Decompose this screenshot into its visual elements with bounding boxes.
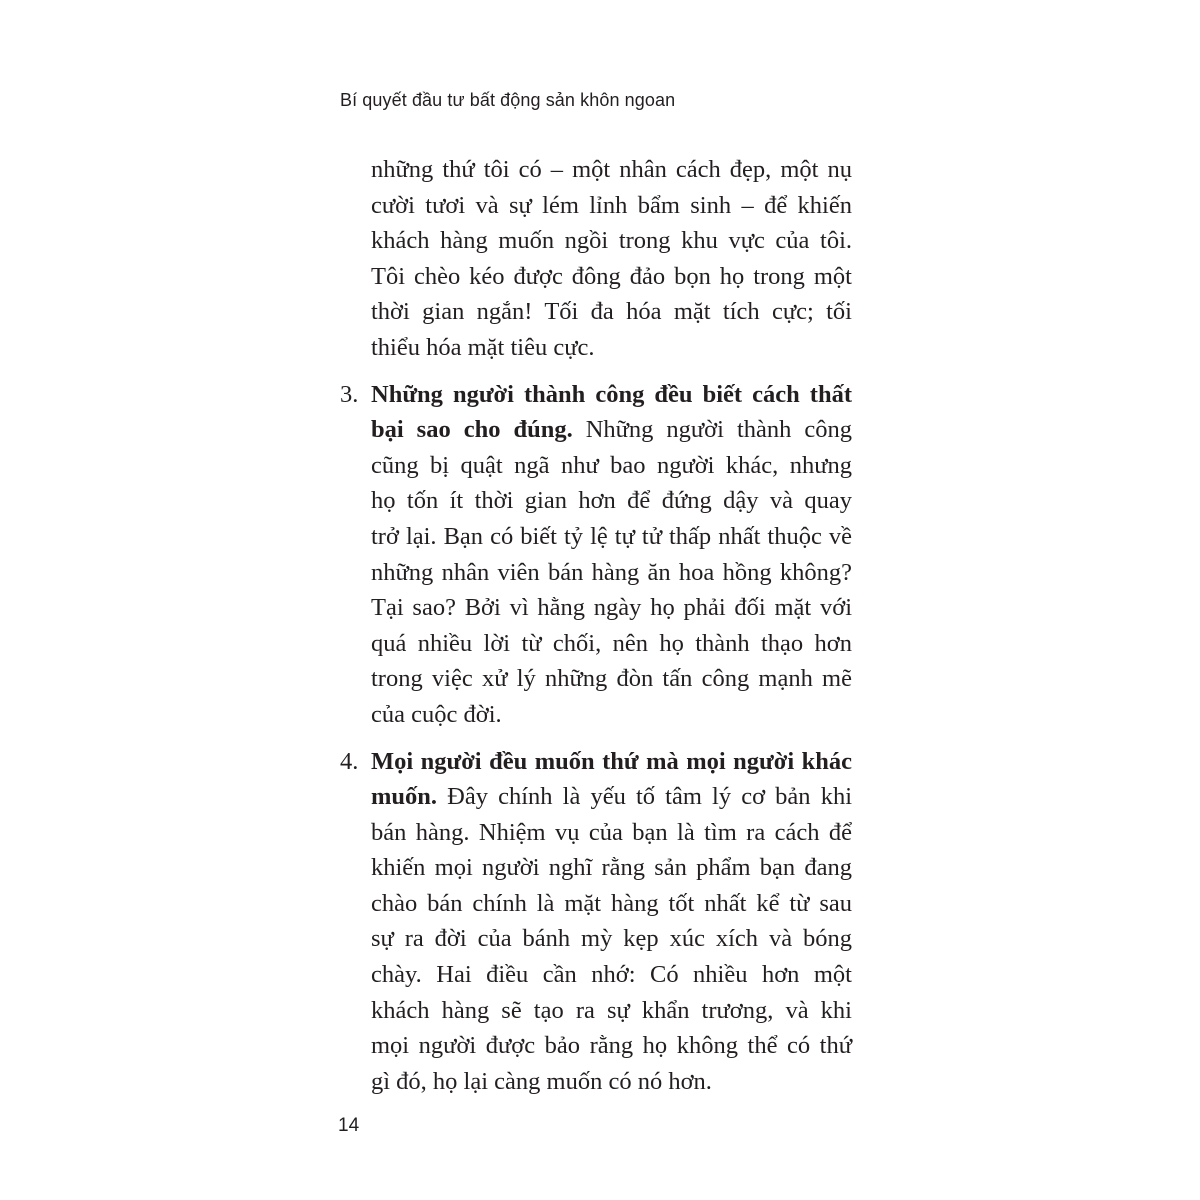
continued-paragraph (371, 152, 852, 366)
page-body (340, 152, 852, 1099)
text-line: thời gian ngắn! Tối đa hóa mặt tích cực; tối (371, 298, 852, 326)
text-line: khách hàng muốn ngồi trong khu vực của tôi. (371, 227, 852, 255)
body-text: của cuộc đời. (371, 700, 502, 728)
text-line (371, 555, 852, 591)
body-text: cũng bị quật ngã như bao người khác, nhưng (371, 451, 852, 479)
list-item-text (371, 744, 852, 1100)
text-line (371, 886, 852, 922)
text-line (371, 993, 852, 1029)
body-text: khách hàng sẽ tạo ra sự khẩn trương, và khi (371, 996, 852, 1024)
body-text: Những người thành công (572, 416, 852, 444)
text-line: thiểu hóa mặt tiêu cực. (371, 333, 595, 361)
text-line (371, 850, 852, 886)
body-text: gì đó, họ lại càng muốn có nó hơn. (371, 1067, 712, 1095)
body-text: bán hàng. Nhiệm vụ của bạn là tìm ra cách để (371, 818, 852, 846)
text-line (371, 626, 852, 662)
body-text: chày. Hai điều cần nhớ: Có nhiều hơn một (371, 961, 852, 989)
text-line (371, 1028, 852, 1064)
list-number: 4. (340, 747, 359, 775)
body-text: mọi người được bảo rằng họ không thể có thứ (371, 1032, 852, 1060)
text-line (371, 957, 852, 993)
body-text: những nhân viên bán hàng ăn hoa hồng không? (371, 558, 852, 586)
text-line (371, 921, 852, 957)
lead-phrase: Những người thành công đều biết cách thất (371, 380, 852, 408)
text-line: cười tươi và sự lém lỉnh bẩm sinh – để khiến (371, 191, 852, 219)
body-text: khiến mọi người nghĩ rằng sản phẩm bạn đang (371, 854, 852, 882)
list-number: 3. (340, 380, 359, 408)
list-item-text (371, 377, 852, 733)
body-text: trong việc xử lý những đòn tấn công mạnh mẽ (371, 665, 852, 693)
body-text: sự ra đời của bánh mỳ kẹp xúc xích và bóng (371, 925, 852, 953)
text-line (371, 412, 852, 448)
text-line (371, 697, 852, 733)
text-line (371, 483, 852, 519)
text-line (371, 1064, 852, 1100)
body-text: trở lại. Bạn có biết tỷ lệ tự tử thấp nhất thuộc về (371, 522, 852, 550)
text-line (371, 519, 852, 555)
lead-phrase: bại sao cho đúng. (371, 416, 573, 444)
text-line (371, 377, 852, 413)
text-line: những thứ tôi có – một nhân cách đẹp, một nụ (371, 156, 852, 183)
page-number: 14 (338, 1115, 360, 1136)
text-line (371, 744, 852, 780)
running-header: Bí quyết đầu tư bất động sản khôn ngoan (340, 90, 676, 110)
text-line: Tôi chèo kéo được đông đảo bọn họ trong một (371, 262, 852, 290)
text-line (371, 661, 852, 697)
list-item-4 (340, 744, 852, 1100)
body-text: chào bán chính là mặt hàng tốt nhất kể từ sau (371, 889, 852, 917)
list-item-3 (340, 377, 852, 733)
body-text: quá nhiều lời từ chối, nên họ thành thạo hơn (371, 629, 852, 657)
text-line (371, 779, 852, 815)
body-text: Tại sao? Bởi vì hằng ngày họ phải đối mặt với (371, 594, 852, 622)
body-text: họ tốn ít thời gian hơn để đứng dậy và quay (371, 487, 852, 515)
text-line (371, 448, 852, 484)
text-line (371, 815, 852, 851)
lead-phrase: Mọi người đều muốn thứ mà mọi người khác (371, 747, 852, 775)
text-line (371, 590, 852, 626)
lead-phrase: muốn. (371, 783, 438, 811)
body-text: Đây chính là yếu tố tâm lý cơ bản khi (437, 783, 852, 811)
